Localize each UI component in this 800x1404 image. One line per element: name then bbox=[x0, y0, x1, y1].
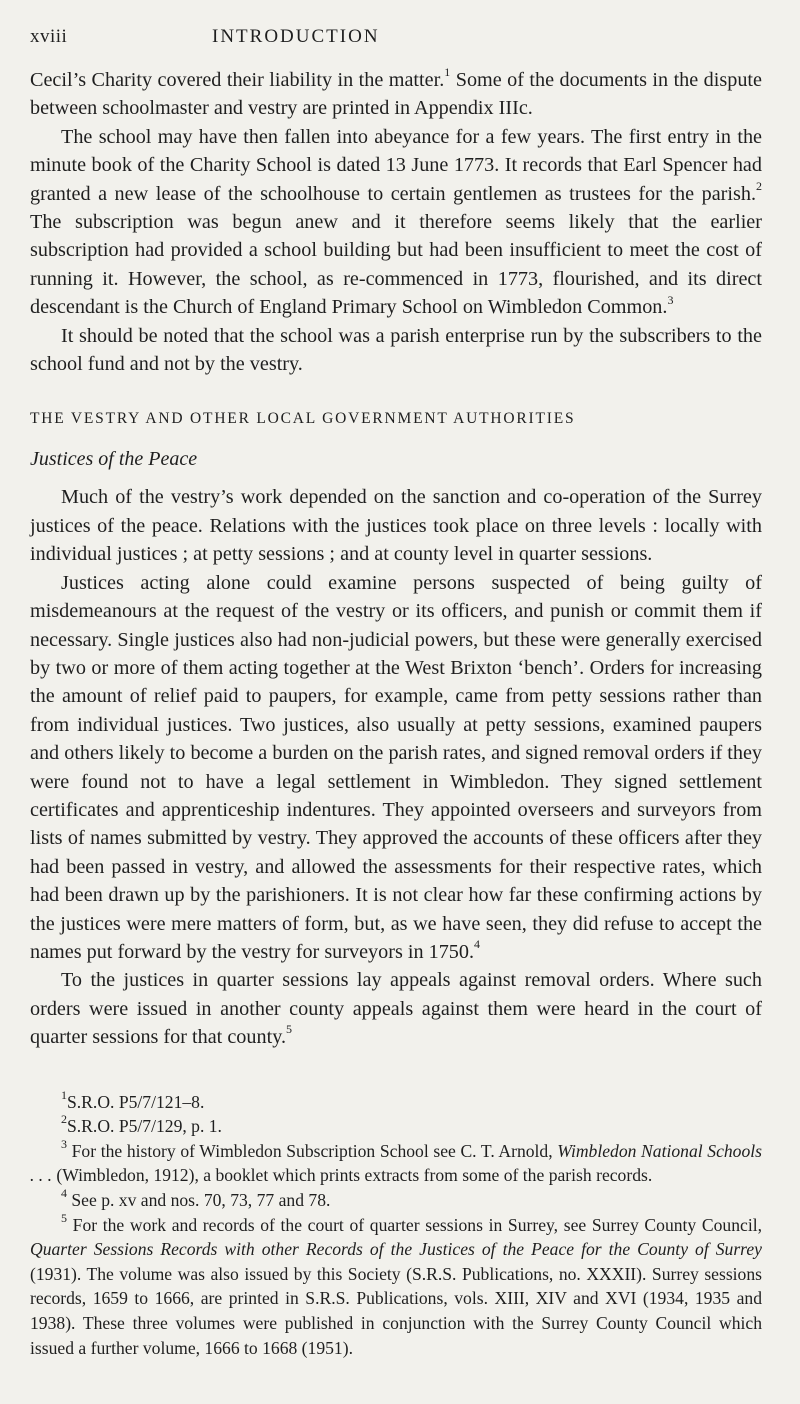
text: (1931). The volume was also issued by this Society (S.R.S. Publications, no. XXXII). Surrey sessions records, 1659 to 1666, are printed in S.R.S. Publications, vols. XIII, XIV and XVI (1934, 1935 and 1938). These three volumes were published in conjunction with the Surrey County Council which issued a further volume, 1666 to 1668 (1951). bbox=[30, 1263, 762, 1358]
section-heading: THE VESTRY AND OTHER LOCAL GOVERNMENT AUTHORITIES bbox=[30, 410, 576, 428]
text: See p. xv and nos. 70, 73, 77 and 78. bbox=[67, 1189, 331, 1210]
text: To the justices in quarter sessions lay appeals against removal orders. Where such orders were issued in another county appeals against them were heard in the court of quarter sessions for that county. bbox=[30, 969, 762, 1049]
subheading: Justices of the Peace bbox=[30, 448, 198, 471]
running-head bbox=[30, 26, 762, 48]
footnote-4 bbox=[30, 1188, 762, 1213]
footnote-number: 2 bbox=[61, 1112, 67, 1127]
cited-title: Wimbledon National Schools . . . bbox=[30, 1140, 763, 1186]
footnote-ref-2[interactable]: 2 bbox=[756, 178, 762, 193]
footnote-number: 5 bbox=[61, 1210, 67, 1225]
paragraph-3: It should be noted that the school was a parish enterprise run by the subscribers to the school fund and not by the vestry. bbox=[30, 324, 762, 376]
text: Justices acting alone could examine persons suspected of being guilty of misdemeanours at the request of the vestry or its officers, and punish or commit them if necessary. Single justices also had non-judicial powers, but these were generally exercised by two or more of them acting together at the West Brixton ‘bench’. Orders for increasing the amount of relief paid to paupers, for example, came from petty sessions rather than from individual justices. Two justices, also usually at petty sessions, examined paupers and others likely to become a burden on the parish rates, and signed removal orders if they were found not to have a legal settlement in Wimbledon. They signed settlement certificates and apprenticeship indentures. They appointed overseers and surveyors from lists of names submitted by vestry. They approved the accounts of these officers after they had been passed in vestry, and allowed the assessments for their respective rates, which had been drawn up by the parishioners. It is not clear how far these confirming actions by the justices were mere matters of form, but, as we have seen, they did refuse to accept the names put forward by the vestry for surveyors in 1750. bbox=[30, 571, 762, 963]
text: For the work and records of the court of quarter sessions in Surrey, see Surrey County Council, bbox=[67, 1214, 762, 1235]
footnotes bbox=[30, 1087, 763, 1361]
paragraph-4: Much of the vestry’s work depended on the sanction and co-operation of the Surrey justices of the peace. Relations with the justices took place on three levels : locally with individual justices ; at petty sessions ; and at county level in quarter sessions. bbox=[30, 486, 762, 566]
footnote-ref-1[interactable]: 1 bbox=[444, 65, 451, 80]
paragraph-6 bbox=[30, 966, 762, 1051]
text: S.R.O. P5/7/129, p. 1. bbox=[67, 1116, 222, 1137]
paragraph-1 bbox=[30, 66, 762, 123]
page-number: xviii bbox=[30, 26, 68, 47]
text: The subscription was begun anew and it therefore seems likely that the earlier subscription had provided a school building but had been insufficient to meet the cost of running it. However, the school, as re-commenced in 1773, flourished, and its direct descendant is the Church of England Primary School on Wimbledon Common. bbox=[30, 211, 762, 319]
running-title: INTRODUCTION bbox=[212, 26, 380, 47]
footnote-1 bbox=[30, 1087, 762, 1115]
footnote-2 bbox=[30, 1114, 762, 1139]
footnote-number: 1 bbox=[61, 1087, 67, 1102]
text: Some of the documents in the dispute between schoolmaster and vestry are printed in Appendix IIIc. bbox=[30, 69, 762, 120]
footnote-number: 4 bbox=[61, 1186, 67, 1201]
paragraph-5 bbox=[30, 569, 762, 967]
text: The school may have then fallen into abeyance for a few years. The first entry in the minute book of the Charity School is dated 13 June 1773. It records that Earl Spencer had granted a new lease of the schoolhouse to certain gentlemen as trustees for the parish. bbox=[30, 125, 762, 205]
text: (Wimbledon, 1912), a booklet which prints extracts from some of the parish records. bbox=[52, 1165, 653, 1186]
text: For the history of Wimbledon Subscription School see C. T. Arnold, bbox=[67, 1140, 558, 1161]
footnote-3 bbox=[30, 1136, 763, 1188]
paragraph-2 bbox=[30, 123, 762, 322]
text: S.R.O. P5/7/121–8. bbox=[67, 1091, 205, 1112]
footnote-5 bbox=[30, 1210, 762, 1361]
cited-title: Quarter Sessions Records with other Records of the Justices of the Peace for the County of Surrey bbox=[30, 1239, 762, 1260]
footnote-number: 3 bbox=[61, 1136, 67, 1151]
footnote-ref-4[interactable]: 4 bbox=[474, 937, 481, 952]
footnote-ref-5[interactable]: 5 bbox=[286, 1022, 293, 1037]
footnote-ref-3[interactable]: 3 bbox=[667, 292, 674, 307]
text: Cecil’s Charity covered their liability in the matter. bbox=[30, 69, 445, 91]
